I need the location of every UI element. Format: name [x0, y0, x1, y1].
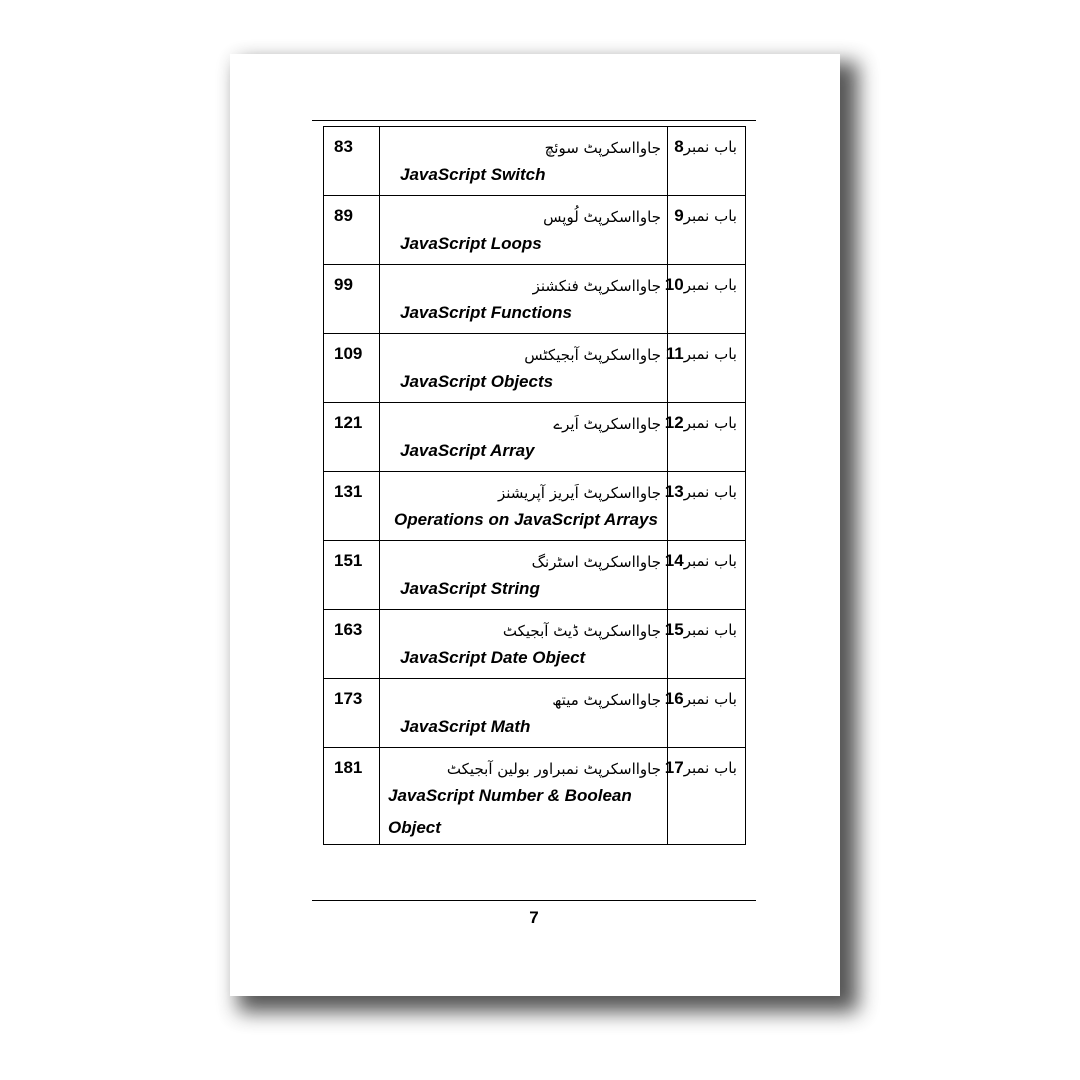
chapter-prefix: باب نمبر	[683, 759, 737, 777]
toc-urdu-title: جاوااسکرپٹ نمبراور بولین آبجیکٹ	[446, 760, 661, 778]
toc-english-title: JavaScript Math	[400, 717, 531, 736]
toc-urdu-title: جاوااسکرپٹ اَیرے	[553, 415, 661, 433]
toc-english-title: JavaScript Switch	[400, 165, 546, 184]
toc-urdu-title: جاوااسکرپٹ ڈیٹ آبجیکٹ	[502, 622, 661, 640]
toc-urdu-title: جاوااسکرپٹ اسٹرنگ	[531, 553, 661, 571]
chapter-prefix: باب نمبر	[683, 690, 737, 708]
chapter-number: 16	[664, 689, 684, 708]
chapter-number: 11	[665, 344, 684, 363]
toc-page-number: 173	[324, 679, 380, 748]
top-rule	[312, 120, 756, 121]
toc-page-number: 109	[324, 334, 380, 403]
chapter-prefix: باب نمبر	[683, 138, 737, 156]
toc-page-number: 121	[324, 403, 380, 472]
chapter-prefix: باب نمبر	[683, 483, 737, 501]
toc-page-number: 151	[324, 541, 380, 610]
toc-chapter-label	[668, 127, 746, 196]
toc-page-number: 131	[324, 472, 380, 541]
toc-urdu-title: جاوااسکرپٹ میتھ	[552, 691, 661, 709]
toc-title-cell	[380, 127, 668, 196]
bottom-rule	[312, 900, 756, 901]
toc-chapter-label	[668, 196, 746, 265]
toc-title-cell	[380, 265, 668, 334]
chapter-prefix: باب نمبر	[683, 345, 737, 363]
toc-urdu-title: جاوااسکرپٹ لُوپس	[543, 208, 661, 226]
table-of-contents	[323, 126, 746, 845]
chapter-number: 17	[664, 758, 684, 777]
chapter-number: 8	[674, 137, 684, 156]
book-page	[230, 54, 840, 996]
toc-chapter-label	[664, 472, 746, 541]
toc-row	[324, 748, 746, 845]
toc-title-cell	[380, 541, 668, 610]
toc-urdu-title: جاوااسکرپٹ فنکشنز	[532, 277, 661, 295]
toc-row	[324, 403, 746, 472]
toc-row	[324, 610, 746, 679]
toc-title-cell	[380, 610, 668, 679]
chapter-number: 15	[664, 620, 684, 639]
chapter-prefix: باب نمبر	[683, 414, 737, 432]
page-number: 7	[529, 908, 539, 927]
chapter-number: 9	[674, 206, 684, 225]
toc-title-cell	[380, 679, 668, 748]
toc-english-title: JavaScript Objects	[400, 372, 554, 391]
toc-title-cell	[380, 472, 668, 541]
chapter-number: 12	[664, 413, 684, 432]
toc-page-number: 181	[324, 748, 380, 845]
toc-chapter-label	[664, 679, 746, 748]
toc-english-title: JavaScript Number & Boolean Object	[388, 786, 632, 837]
toc-row	[324, 541, 746, 610]
toc-page-number: 89	[324, 196, 380, 265]
toc-title-cell	[380, 196, 668, 265]
toc-title-cell	[380, 403, 668, 472]
toc-english-title: Operations on JavaScript Arrays	[394, 510, 658, 529]
toc-english-title: JavaScript String	[400, 579, 540, 598]
toc-row	[324, 127, 746, 196]
toc-page-number: 83	[324, 127, 380, 196]
toc-english-title: JavaScript Date Object	[400, 648, 586, 667]
toc-title-cell	[380, 334, 668, 403]
toc-title-cell	[380, 748, 668, 845]
toc-page-number: 99	[324, 265, 380, 334]
toc-chapter-label	[664, 265, 746, 334]
toc-urdu-title: جاوااسکرپٹ اَیریز آپریشنز	[497, 484, 661, 502]
chapter-prefix: باب نمبر	[683, 552, 737, 570]
toc-row	[324, 334, 746, 403]
chapter-prefix: باب نمبر	[683, 276, 737, 294]
toc-row	[324, 265, 746, 334]
chapter-number: 10	[664, 275, 684, 294]
toc-page-number: 163	[324, 610, 380, 679]
toc-english-title: JavaScript Functions	[400, 303, 572, 322]
toc-chapter-label	[664, 403, 746, 472]
toc-urdu-title: جاوااسکرپٹ سوئچ	[544, 139, 661, 157]
chapter-prefix: باب نمبر	[683, 621, 737, 639]
toc-row	[324, 196, 746, 265]
toc-urdu-title: جاوااسکرپٹ آبجیکٹس	[524, 346, 661, 364]
toc-chapter-label	[664, 748, 746, 845]
toc-english-title: JavaScript Array	[400, 441, 535, 460]
toc-chapter-label	[664, 541, 746, 610]
toc-chapter-label	[665, 334, 746, 403]
chapter-number: 13	[664, 482, 684, 501]
toc-row	[324, 679, 746, 748]
toc-english-title: JavaScript Loops	[400, 234, 542, 253]
chapter-prefix: باب نمبر	[683, 207, 737, 225]
chapter-number: 14	[664, 551, 684, 570]
toc-chapter-label	[664, 610, 746, 679]
toc-row	[324, 472, 746, 541]
